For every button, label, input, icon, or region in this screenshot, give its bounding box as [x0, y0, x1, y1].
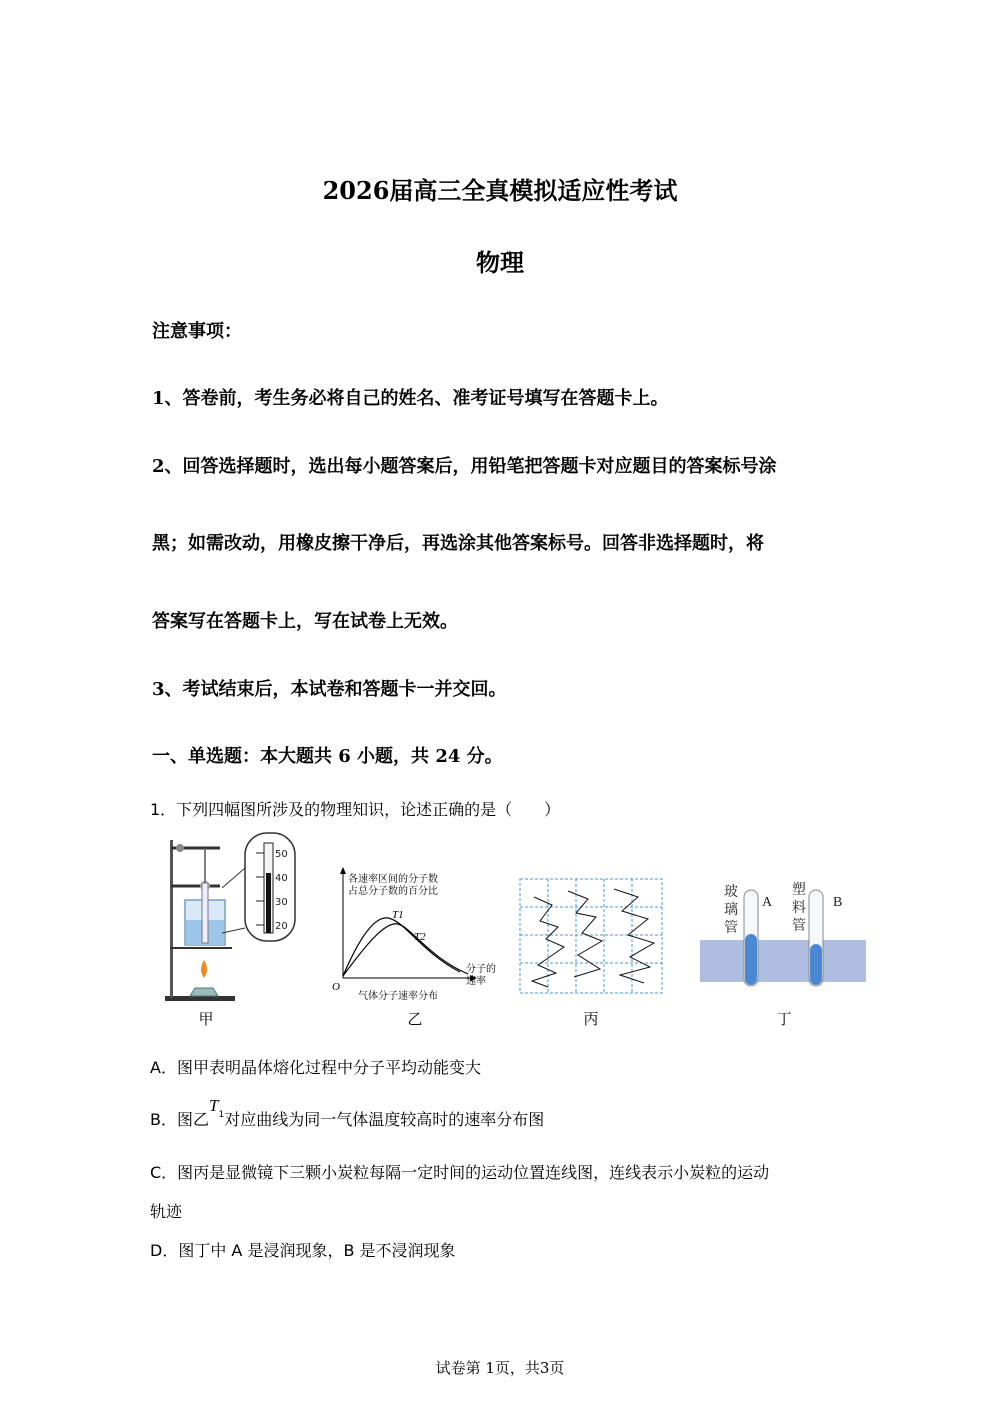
figure-bing — [518, 877, 664, 995]
figure-yi — [330, 866, 510, 1006]
tube-b-letter: B — [833, 895, 843, 910]
page-footer: 试卷第 1页，共3页 — [435, 1359, 565, 1377]
scale-label: 20 — [275, 921, 288, 932]
section-title: 一、单选题：本大题共 6 小题，共 24 分。 — [152, 746, 503, 767]
tube-a-label: 璃 — [724, 902, 738, 918]
caption-bing: 丙 — [583, 1010, 599, 1028]
notice-item: 3、考试结束后，本试卷和答题卡一并交回。 — [152, 679, 507, 700]
option-d: D．图丁中 A 是浸润现象，B 是不浸润现象 — [150, 1241, 456, 1260]
caption-jia: 甲 — [198, 1010, 214, 1028]
notice-item: 2、回答选择题时，选出每小题答案后，用铅笔把答题卡对应题目的答案标号涂 — [152, 456, 777, 477]
subject-title: 物理 — [476, 248, 524, 277]
scale-label: 50 — [275, 849, 288, 860]
tube-a-label: 管 — [724, 920, 738, 936]
tube-b-label: 塑 — [792, 882, 806, 898]
option-c: C．图丙是显微镜下三颗小炭粒每隔一定时间的运动位置连线图，连线表示小炭粒的运动 — [150, 1163, 770, 1182]
yi-ylabel: 占总分子数的百分比 — [348, 886, 438, 897]
option-c-continued: 轨迹 — [150, 1202, 183, 1221]
option-b-text: 对应曲线为同一气体温度较高时的速率分布图 — [224, 1110, 545, 1129]
exam-title: 2026届高三全真模拟适应性考试 — [322, 176, 678, 205]
figure-ding — [700, 880, 866, 990]
tube-a-label: 玻 — [724, 884, 738, 900]
notice-heading: 注意事项： — [152, 321, 242, 342]
tube-b-label: 管 — [792, 918, 806, 934]
notice-item: 黑；如需改动，用橡皮擦干净后，再选涂其他答案标号。回答非选择题时，将 — [152, 533, 764, 554]
scale-label: 30 — [275, 897, 288, 908]
tube-a-letter: A — [762, 895, 773, 910]
yi-ylabel: 各速率区间的分子数 — [348, 874, 438, 885]
yi-curve2-label: T2 — [414, 931, 426, 943]
figure-jia — [160, 828, 310, 1003]
yi-xlabel: 分子的 — [466, 964, 496, 975]
caption-yi: 乙 — [407, 1010, 423, 1028]
option-b — [150, 1096, 545, 1130]
yi-xlabel: 速率 — [466, 976, 486, 987]
tube-b-label: 料 — [792, 900, 806, 916]
yi-curve1-label: T1 — [392, 909, 404, 921]
yi-subtitle: 气体分子速率分布 — [358, 991, 438, 1002]
question-stem: 1．下列四幅图所涉及的物理知识，论述正确的是（ ） — [150, 800, 561, 819]
option-b-subscript: 1 — [218, 1110, 225, 1120]
option-b-symbol: T — [208, 1096, 219, 1115]
caption-ding: 丁 — [776, 1010, 792, 1028]
option-a: A．图甲表明晶体熔化过程中分子平均动能变大 — [150, 1058, 481, 1077]
yi-origin: O — [332, 981, 340, 993]
notice-item: 1、答卷前，考生务必将自己的姓名、准考证号填写在答题卡上。 — [152, 388, 669, 409]
scale-label: 40 — [275, 873, 288, 884]
option-b-prefix: B．图乙 — [150, 1110, 209, 1129]
notice-item: 答案写在答题卡上，写在试卷上无效。 — [152, 611, 458, 632]
